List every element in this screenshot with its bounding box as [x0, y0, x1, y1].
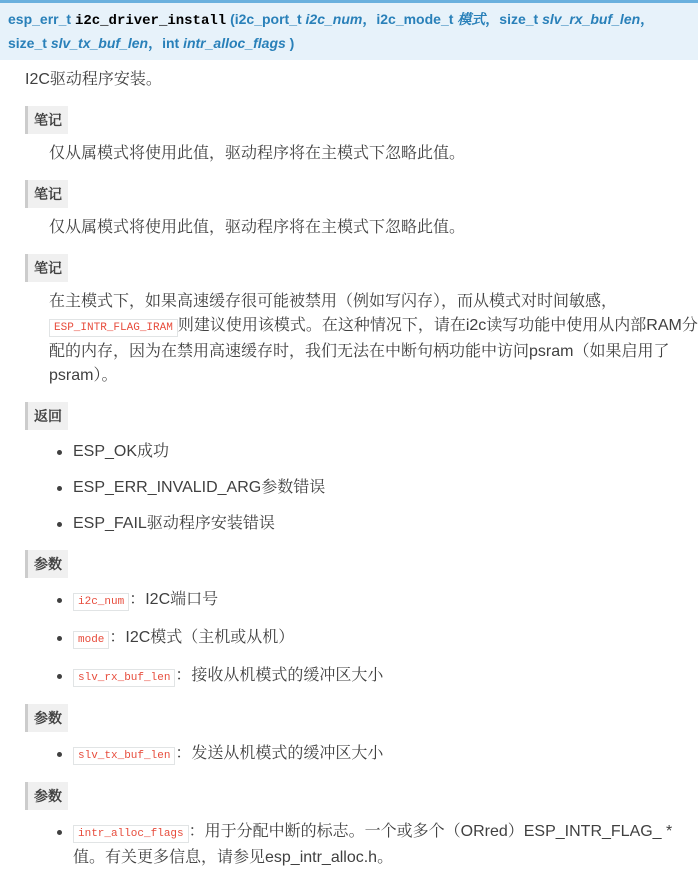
param-3-sep: ， — [148, 35, 163, 51]
returns-section — [25, 402, 698, 430]
code-literal: slv_tx_buf_len — [73, 747, 175, 765]
param-desc: ：用于分配中断的标志。一个或多个（ORred）ESP_INTR_FLAG_ *值。有关更多信息，请参见esp_intr_alloc.h。 — [73, 823, 673, 866]
note-text-1: 仅从属模式将使用此值，驱动程序将在主模式下忽略此值。 — [49, 145, 466, 162]
params-label: 参数 — [25, 704, 68, 732]
open-paren: ( — [230, 11, 235, 27]
param-0-sep: ， — [362, 11, 377, 27]
note-label: 笔记 — [25, 180, 68, 208]
param-desc: ：发送从机模式的缓冲区大小 — [175, 745, 384, 762]
list-item: ESP_OK成功 — [49, 440, 698, 464]
return-type: esp_err_t — [8, 11, 72, 27]
params-section-2 — [25, 704, 698, 732]
note-text-3 — [49, 290, 698, 388]
note-text-before: 在主模式下，如果高速缓存很可能被禁用（例如写闪存），而从模式对时间敏感， — [49, 293, 618, 310]
param-1-type: i2c_mode_t — [376, 11, 454, 27]
note-section-3 — [25, 254, 698, 282]
function-signature — [0, 0, 698, 60]
note-text-2: 仅从属模式将使用此值，驱动程序将在主模式下忽略此值。 — [49, 219, 466, 236]
list-item — [49, 664, 698, 690]
params-list-3 — [49, 820, 698, 870]
params-label: 参数 — [25, 782, 68, 810]
note-section-2 — [25, 180, 698, 208]
code-literal: slv_rx_buf_len — [73, 669, 175, 687]
param-desc: ：接收从机模式的缓冲区大小 — [175, 667, 384, 684]
params-list-1 — [49, 588, 698, 690]
param-2-sep: ， — [640, 11, 655, 27]
note-section-1 — [25, 106, 698, 134]
returns-label: 返回 — [25, 402, 68, 430]
params-label: 参数 — [25, 550, 68, 578]
function-description: I2C驱动程序安装。 — [25, 71, 162, 88]
param-4-name: intr_alloc_flags — [183, 35, 286, 51]
param-desc: ：I2C端口号 — [129, 591, 219, 608]
param-3-type: size_t — [8, 35, 47, 51]
list-item — [49, 820, 698, 870]
code-literal: i2c_num — [73, 593, 129, 611]
list-item — [49, 588, 698, 614]
function-body — [0, 68, 698, 870]
note-label: 笔记 — [25, 106, 68, 134]
function-name: i2c_driver_install — [74, 13, 227, 29]
returns-list — [49, 440, 698, 536]
code-literal: mode — [73, 631, 109, 649]
list-item: ESP_FAIL驱动程序安装错误 — [49, 512, 698, 536]
param-4-type: int — [162, 35, 180, 51]
param-2-name: slv_rx_buf_len — [542, 11, 641, 27]
close-paren: ) — [289, 35, 295, 51]
params-section-1 — [25, 550, 698, 578]
param-1-sep: ， — [485, 11, 500, 27]
list-item — [49, 742, 698, 768]
param-3-name: slv_tx_buf_len — [50, 35, 149, 51]
param-0-type: i2c_port_t — [234, 11, 302, 27]
param-1-name: 模式 — [457, 11, 486, 27]
param-0-name: i2c_num — [305, 11, 363, 27]
code-literal: intr_alloc_flags — [73, 825, 189, 843]
param-2-type: size_t — [499, 11, 539, 27]
list-item: ESP_ERR_INVALID_ARG参数错误 — [49, 476, 698, 500]
param-desc: ：I2C模式（主机或从机） — [109, 629, 295, 646]
code-literal: ESP_INTR_FLAG_IRAM — [49, 319, 178, 337]
params-section-3 — [25, 782, 698, 810]
note-label: 笔记 — [25, 254, 68, 282]
list-item — [49, 626, 698, 652]
params-list-2 — [49, 742, 698, 768]
note-text-after: 则建议使用该模式。在这种情况下，请在i2c读写功能中使用从内部RAM分配的内存，因为在禁用高速缓存时，我们无法在中断句柄功能中访问psram（如果启用了psram）。 — [49, 317, 698, 384]
